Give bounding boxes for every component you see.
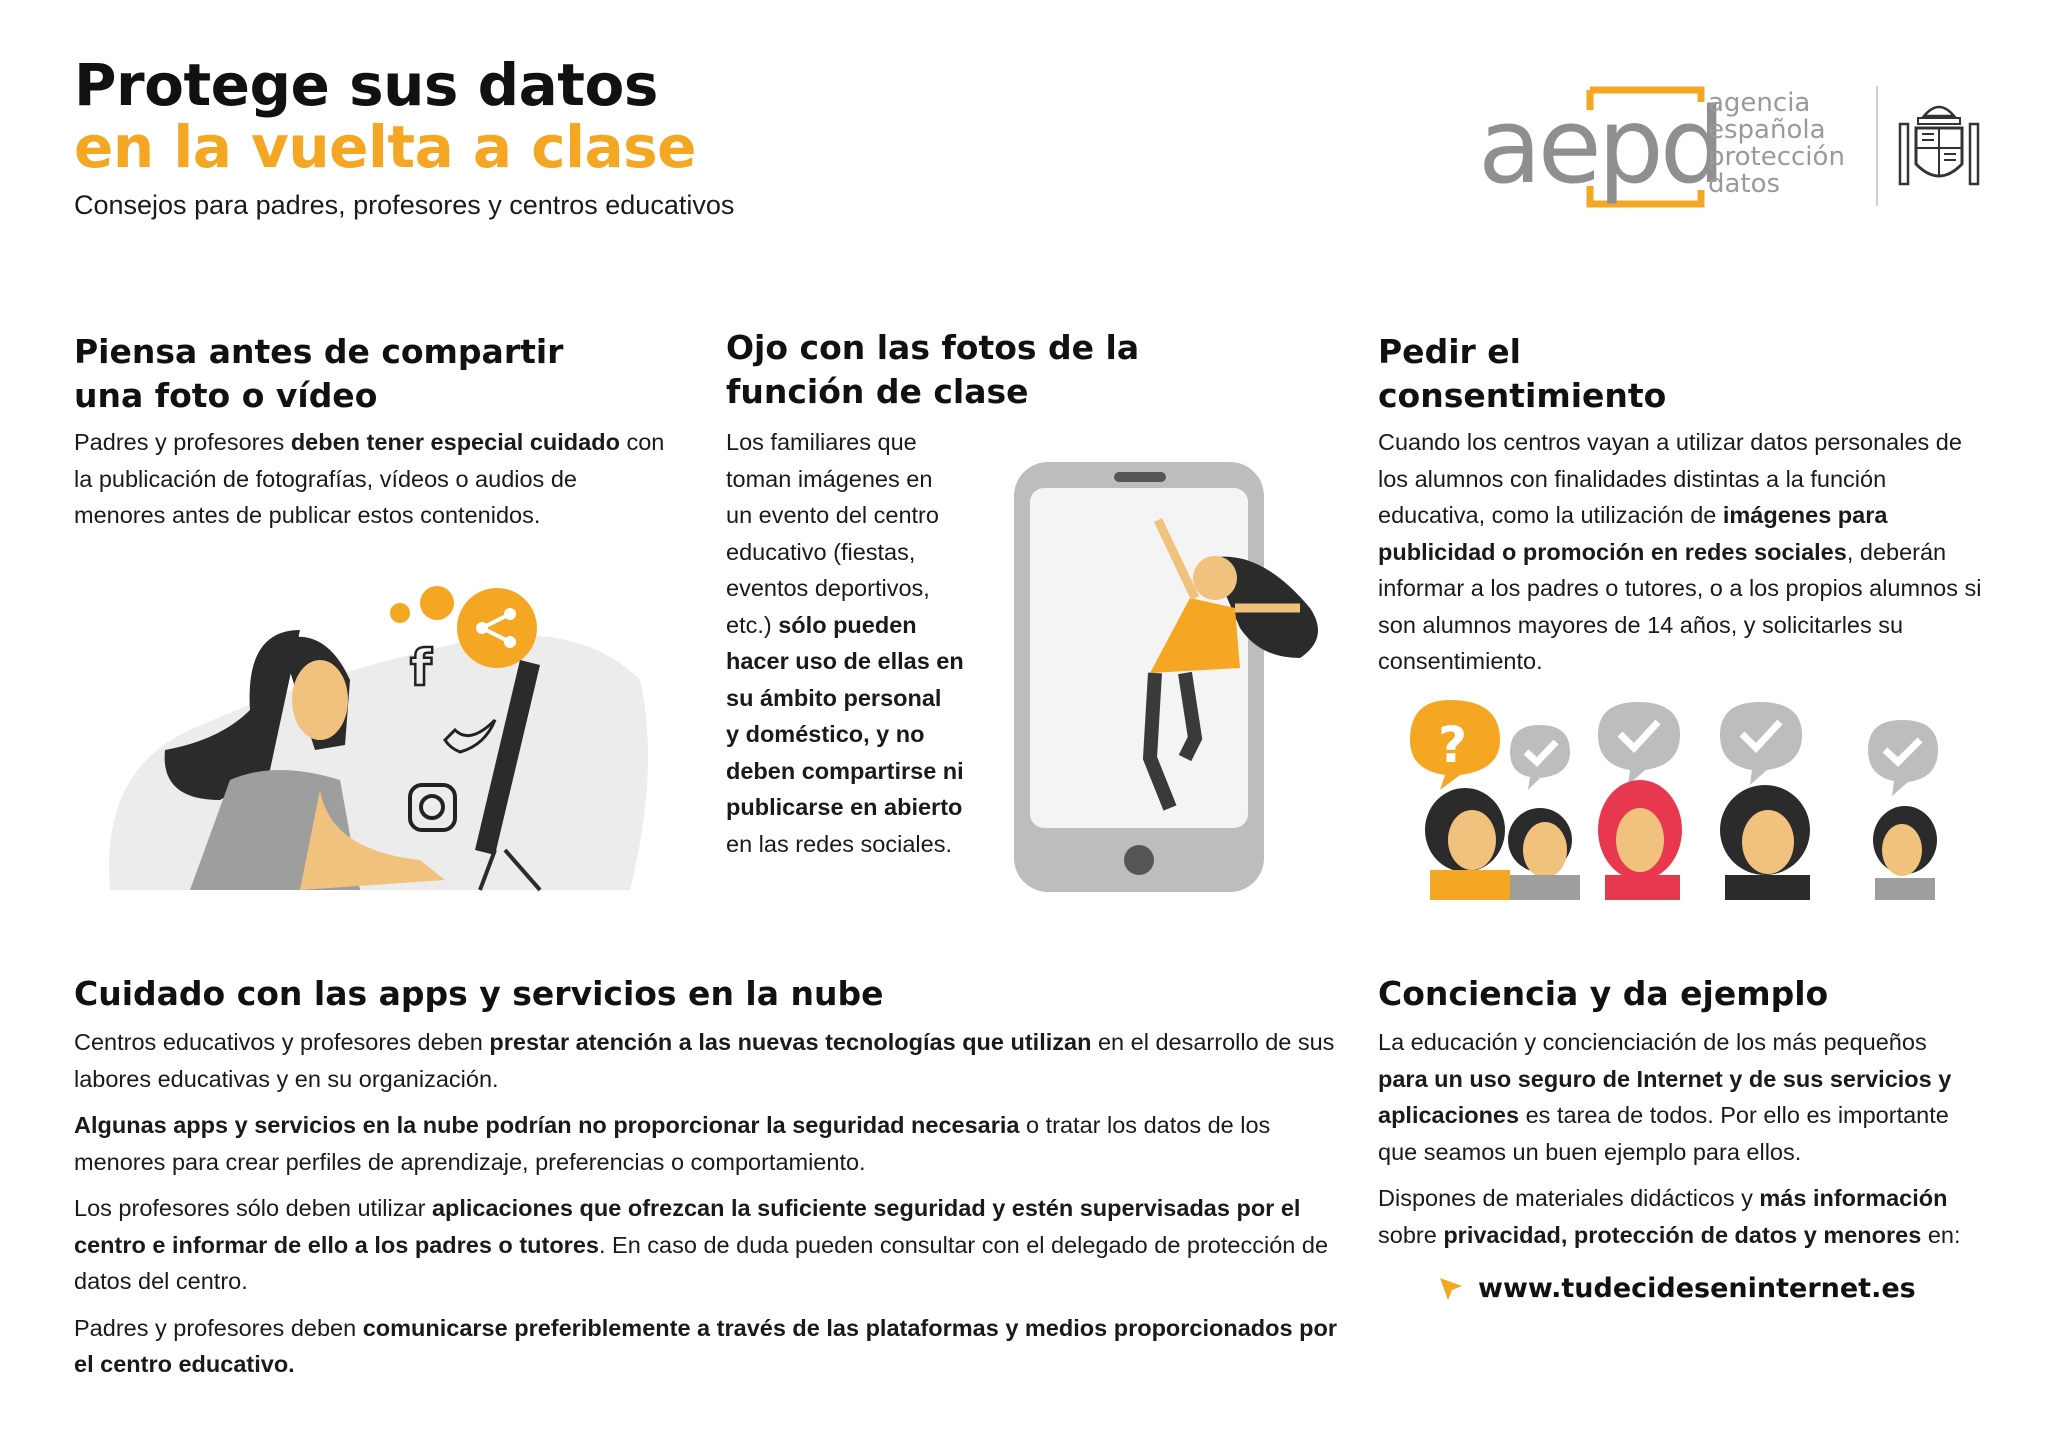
- body-bold: deben tener especial cuidado: [290, 429, 620, 455]
- heading-line: una foto o vídeo: [74, 376, 378, 415]
- section-body: [74, 1024, 1344, 1383]
- body-text: Cuando los centros vayan a utilizar datos personales de los alumnos con finalidades distintas a la función educativa, como la utilización de: [1378, 429, 1962, 528]
- section-body: [1378, 424, 1998, 680]
- section-pedir: [1378, 330, 1998, 680]
- body-text: , deberán informar a los padres o tutores, o a los propios alumnos si son alumnos mayores de 14 años, y solicitarles su consentimiento.: [1378, 538, 1982, 674]
- body-line: deben compartirse ni: [726, 757, 964, 784]
- body-line: su ámbito personal: [726, 684, 942, 711]
- phone-illustration: [1010, 458, 1350, 898]
- question-mark-icon: ?: [1438, 716, 1468, 774]
- paragraph: Dispones de materiales didácticos y más información sobre privacidad, protección de datos y menores en:: [1378, 1185, 1961, 1248]
- section-body: [74, 424, 674, 534]
- woman-computer-illustration: [100, 570, 660, 900]
- page-title-line2: en la vuelta a clase: [74, 113, 696, 181]
- logo-divider: [1876, 86, 1878, 206]
- page-subtitle: Consejos para padres, profesores y centros educativos: [74, 190, 735, 220]
- section-ojo: [726, 326, 1186, 414]
- section-conciencia: [1378, 972, 1978, 1304]
- section-heading: [726, 326, 1186, 414]
- share-icon: [457, 588, 537, 668]
- body-line: toman imágenes en: [726, 465, 933, 492]
- heading-line: Piensa antes de compartir: [74, 332, 564, 371]
- cursor-arrow-icon: [1438, 1276, 1464, 1302]
- logo-line: datos: [1708, 169, 1781, 199]
- section-heading: Cuidado con las apps y servicios en la nube: [74, 974, 884, 1013]
- body-bold: imágenes para publicidad o promoción en redes sociales: [1378, 502, 1888, 565]
- coat-of-arms-icon: [1896, 98, 1982, 198]
- logo-line: española: [1708, 115, 1826, 145]
- paragraph: Padres y profesores deben comunicarse preferiblemente a través de las plataformas y medios proporcionados por el centro educativo.: [74, 1314, 1337, 1377]
- paragraph: Los profesores sólo deben utilizar aplicaciones que ofrezcan la suficiente seguridad y estén supervisadas por el centro e informar de ello a los padres o tutores. En caso de duda pueden consultar con el delegado de protección de datos del centro.: [74, 1195, 1329, 1294]
- website-link[interactable]: [1438, 1273, 1978, 1304]
- section-body: [1378, 1024, 1978, 1253]
- body-line: y doméstico, y no: [726, 721, 925, 747]
- body-line: publicarse en abierto: [726, 794, 963, 820]
- paragraph: La educación y concienciación de los más pequeños para un uso seguro de Internet y de sus servicios y aplicaciones es tarea de todos. Por ello es importante que seamos un buen ejemplo para ellos.: [1378, 1029, 1952, 1165]
- ojo-body: [726, 424, 986, 862]
- aepd-logo-text: [1708, 90, 1845, 198]
- section-piensa: [74, 330, 674, 534]
- body-line: educativo (fiestas,: [726, 538, 916, 565]
- paragraph: Algunas apps y servicios en la nube podrían no proporcionar la seguridad necesaria o tratar los datos de los menores para crear perfiles de aprendizaje, preferencias o comportamiento.: [74, 1112, 1271, 1175]
- body-line: hacer uso de ellas en: [726, 648, 964, 674]
- heading-line: consentimiento: [1378, 376, 1667, 415]
- section-heading: [1378, 330, 1998, 418]
- heading-line: Pedir el: [1378, 332, 1521, 371]
- body-line: un evento del centro: [726, 502, 939, 528]
- logo-line: protección: [1708, 142, 1845, 172]
- body-line: etc.) sólo pueden: [726, 611, 917, 638]
- facebook-icon: f: [410, 639, 432, 697]
- body-text: con la publicación de fotografías, vídeos o audios de menores antes de publicar estos contenidos.: [74, 429, 665, 528]
- aepd-logo: [1478, 86, 2048, 216]
- page-title-line1: Protege sus datos: [74, 51, 658, 119]
- heading-line: Ojo con las fotos de la: [726, 328, 1140, 367]
- logo-line: agencia: [1708, 88, 1811, 118]
- body-line: eventos deportivos,: [726, 575, 930, 601]
- paragraph: Centros educativos y profesores deben prestar atención a las nuevas tecnologías que utilizan en el desarrollo de sus labores educativas y en su organización.: [74, 1029, 1335, 1092]
- section-heading: Conciencia y da ejemplo: [1378, 974, 1829, 1013]
- aepd-wordmark: aepd: [1478, 86, 1722, 207]
- section-cuidado: [74, 972, 1344, 1393]
- website-url[interactable]: www.tudecideseninternet.es: [1478, 1273, 1916, 1304]
- consent-people-illustration: [1390, 690, 1990, 900]
- heading-line: función de clase: [726, 372, 1029, 411]
- body-line: en las redes sociales.: [726, 830, 952, 857]
- section-heading: [74, 330, 674, 418]
- check-bubbles-icon: [1510, 702, 1938, 796]
- body-text: Padres y profesores: [74, 429, 291, 455]
- body-line: Los familiares que: [726, 429, 917, 455]
